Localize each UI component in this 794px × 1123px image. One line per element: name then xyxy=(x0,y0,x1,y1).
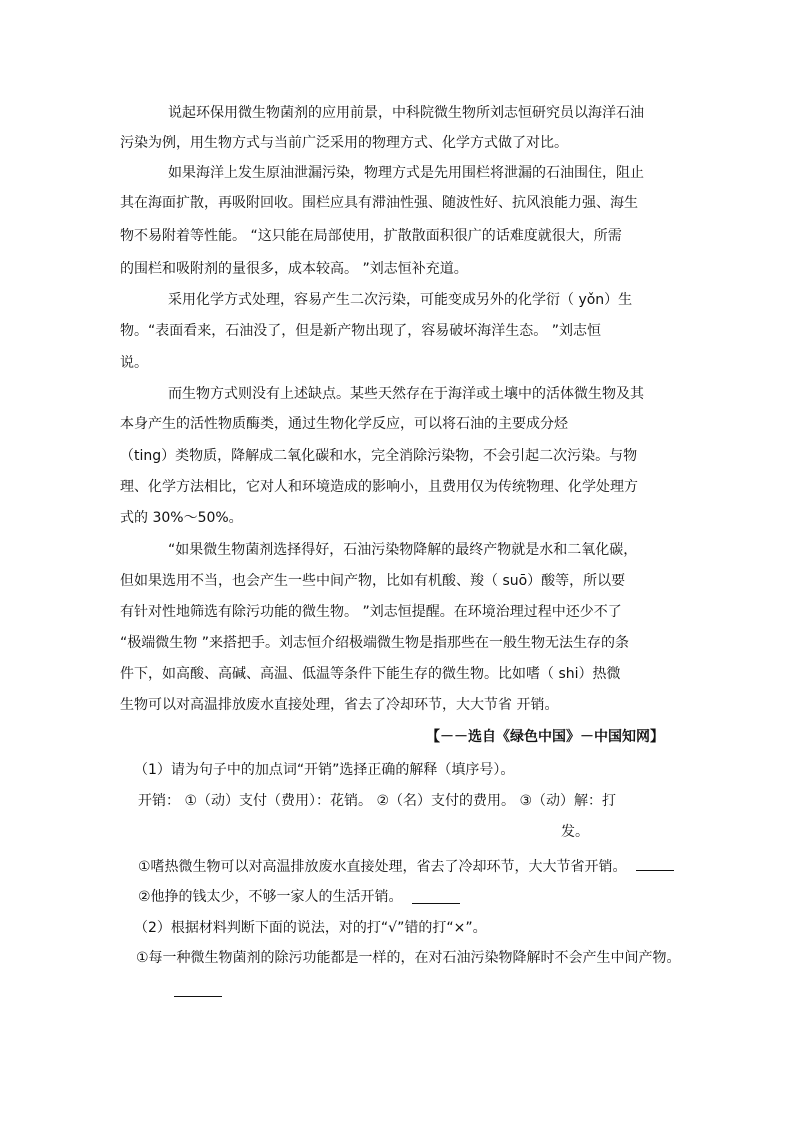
article-line: （ting）类物质，降解成二氧化碳和水，完全消除污染物，不会引起二次污染。与物 xyxy=(120,448,638,464)
article-line: 污染为例，用生物方式与当前广泛采用的物理方式、化学方式做了对比。 xyxy=(120,135,568,151)
question-2-prompt: （2）根据材料判断下面的说法，对的打“√”错的打“×”。 xyxy=(134,920,487,936)
question-1-options: 开销： ①（动）支付（费用）：花销。 ②（名）支付的费用。 ③（动）解：打 xyxy=(138,793,617,809)
article-line: 说起环保用微生物菌剂的应用前景，中科院微生物所刘志恒研究员以海洋石油 xyxy=(168,105,644,121)
article-line: 件下，如高酸、高碱、高温、低温等条件下能生存的微生物。比如嗜（ shi）热微 xyxy=(120,666,621,682)
article-line: 其在海面扩散，再吸附回收。围栏应具有滞油性强、随波性好、抗风浪能力强、海生 xyxy=(120,195,638,211)
answer-blank-q2-1[interactable] xyxy=(174,996,222,997)
article-line: “极端微生物 ”来搭把手。刘志恒介绍极端微生物是指那些在一般生物无法生存的条 xyxy=(120,635,629,651)
question-1-options-continued: 发。 xyxy=(561,824,589,840)
article-line: 采用化学方式处理，容易产生二次污染，可能变成另外的化学衍（ yǒn）生 xyxy=(168,292,633,308)
article-line: 理、化学方法相比，它对人和环境造成的影响小，且费用仅为传统物理、化学处理方 xyxy=(120,479,638,495)
article-line: 物。“表面看来，石油没了，但是新产物出现了，容易破坏海洋生态。 ”刘志恒 xyxy=(120,323,601,339)
article-line: 说。 xyxy=(120,355,148,371)
question-2-item-1: ①每一种微生物菌剂的除污功能都是一样的，在对石油污染物降解时不会产生中间产物。 xyxy=(136,950,681,966)
article-line: 式的 30%～50%。 xyxy=(120,510,243,526)
article-line: 但如果选用不当，也会产生一些中间产物，比如有机酸、羧（ suō）酸等，所以要 xyxy=(120,573,626,589)
article-line: 物不易附着等性能。 “这只能在局部使用，扩散散面积很广的话难度就很大，所需 xyxy=(120,228,622,244)
question-1-prompt: （1）请为句子中的加点词“开销”选择正确的解释（填序号）。 xyxy=(134,762,515,778)
article-line: 有针对性地筛选有除污功能的微生物。 ”刘志恒提醒。在环境治理过程中还少不了 xyxy=(120,604,622,620)
article-line: 而生物方式则没有上述缺点。某些天然存在于海洋或土壤中的活体微生物及其 xyxy=(168,386,644,402)
question-1-item-2: ②他挣的钱太少，不够一家人的生活开销。 xyxy=(138,889,403,905)
answer-blank-q1-1[interactable] xyxy=(636,870,674,871)
article-source: 【－－选自《绿色中国》－中国知网】 xyxy=(426,729,664,745)
article-line: 生物可以对高温排放废水直接处理，省去了冷却环节，大大节省 开销。 xyxy=(120,697,559,713)
article-line: 本身产生的活性物质酶类，通过生物化学反应，可以将石油的主要成分烃 xyxy=(120,416,568,432)
article-line: 如果海洋上发生原油泄漏污染，物理方式是先用围栏将泄漏的石油围住，阻止 xyxy=(168,165,644,181)
answer-blank-q1-2[interactable] xyxy=(412,903,460,904)
article-line: 的围栏和吸附剂的量很多，成本较高。 ”刘志恒补充道。 xyxy=(120,261,468,277)
article-line: “如果微生物菌剂选择得好，石油污染物降解的最终产物就是水和二氧化碳， xyxy=(168,542,638,558)
question-1-item-1: ①嗜热微生物可以对高温排放废水直接处理，省去了冷却环节，大大节省开销。 xyxy=(138,859,627,875)
